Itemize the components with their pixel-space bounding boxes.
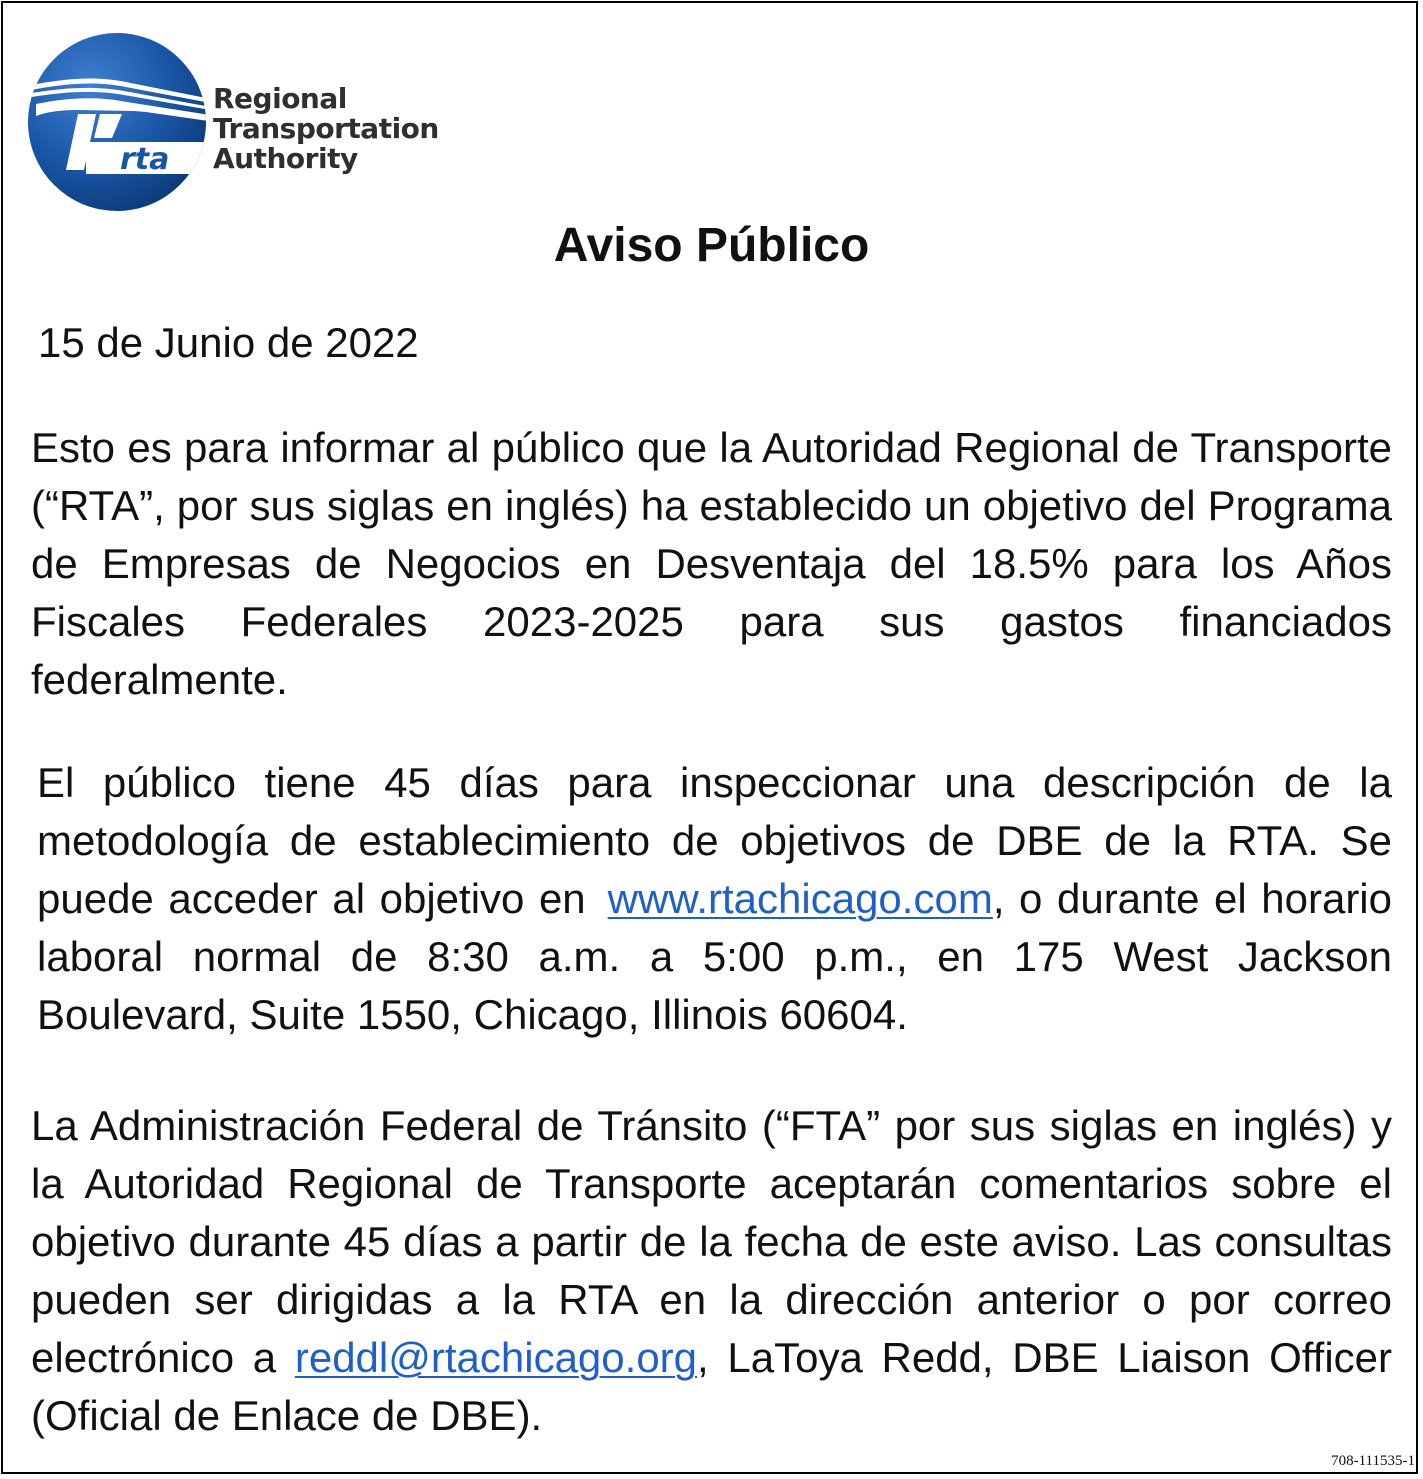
paragraph-comments [31, 1097, 1392, 1445]
email-link[interactable]: reddl@rtachicago.org [294, 1334, 698, 1381]
logo-line-3: Authority [213, 142, 358, 175]
notice-title: Aviso Público [553, 219, 870, 272]
paragraph-comments-text-1: La Administración Federal de Tránsito (“FTA” por sus siglas en inglés) y la Autoridad Regional de Transporte aceptarán comentarios sobre el objetivo durante 45 días a partir de la fecha de este aviso. Las consultas pueden ser dirigidas a la RTA en la dirección anterior o por correo electrónico a [31, 1102, 1392, 1381]
paragraph-dbe-goal: Esto es para informar al público que la Autoridad Regional de Transporte (“RTA”, por sus siglas en inglés) ha establecido un objetivo del Programa de Empresas de Negocios en Desventaja del 18.5% para los Años Fiscales Federales 2023-2025 para sus gastos financiados federalmente. [31, 424, 1392, 703]
rta-logo [26, 30, 439, 214]
logo-line-2: Transportation [213, 112, 439, 145]
logo-wordmark [213, 84, 439, 174]
ad-code: 708-111535-1 [1331, 1453, 1415, 1469]
notice-date: 15 de Junio de 2022 [38, 319, 419, 366]
paragraph-inspection-text-2: , o durante el horario laboral normal de 8:30 a.m. a 5:00 p.m., en 175 West Jackson Boulevard, Suite 1550, Chicago, Illinois 60604. [37, 875, 1392, 1038]
logo-line-1: Regional [213, 82, 347, 115]
rta-globe-icon [26, 30, 208, 214]
website-link[interactable]: www.rtachicago.com [607, 875, 993, 922]
paragraph-comments-text-2: , LaToya Redd, DBE Liaison Officer (Oficial de Enlace de DBE). [31, 1334, 1392, 1439]
paragraph-inspection [37, 754, 1392, 1044]
rta-mark-text: rta [120, 142, 170, 177]
paragraph-inspection-text-1: El público tiene 45 días para inspeccionar una descripción de la metodología de establecimiento de objetivos de DBE de la RTA. Se puede acceder al objetivo en [37, 759, 1392, 922]
